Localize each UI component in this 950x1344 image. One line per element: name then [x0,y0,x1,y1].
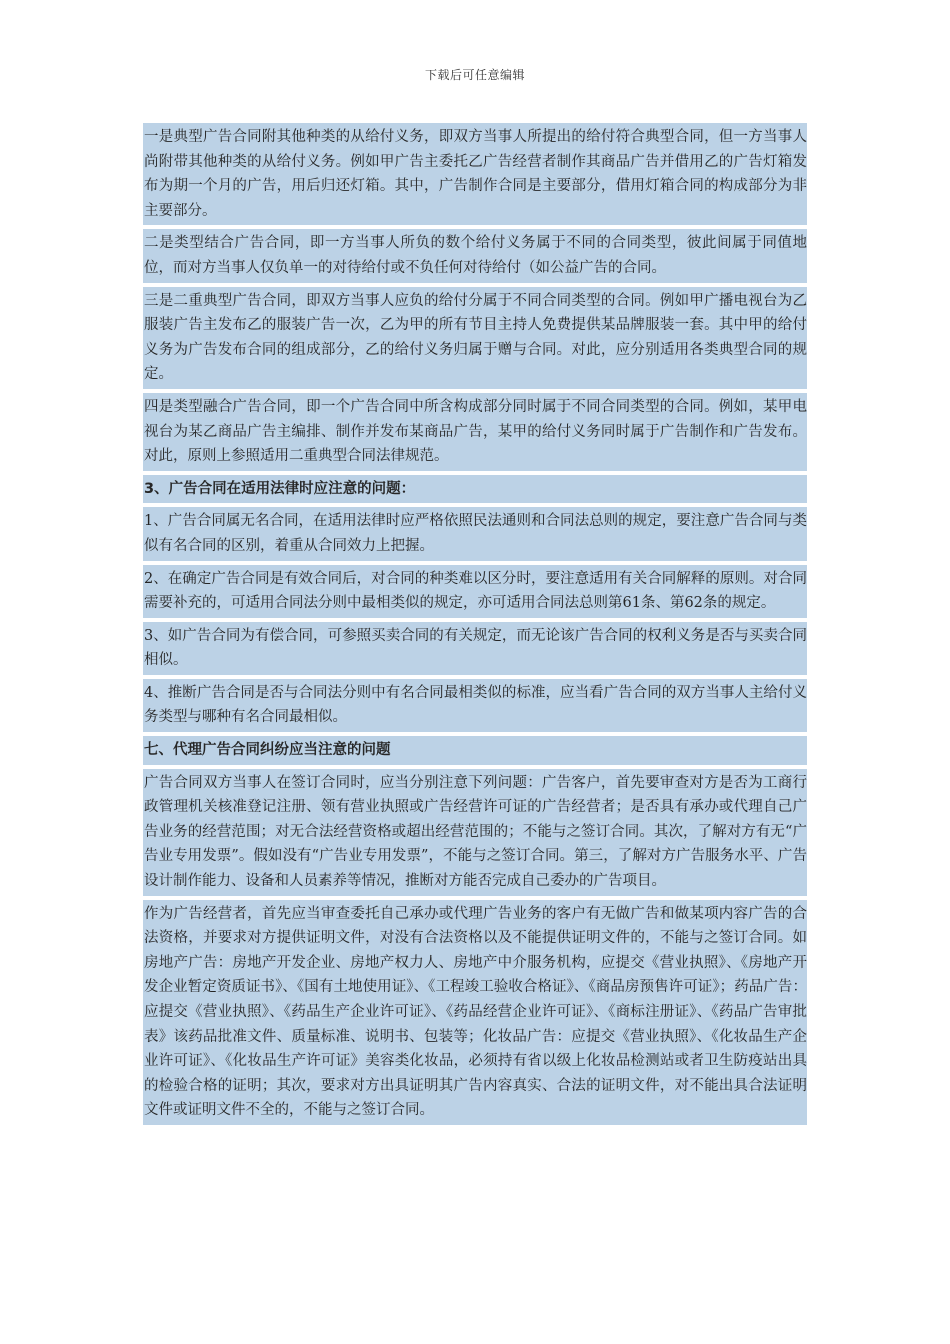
section-heading: 七、代理广告合同纠纷应当注意的问题 [143,736,807,765]
paragraph: 广告合同双方当事人在签订合同时，应当分别注意下列问题：广告客户，首先要审查对方是否为工商行政管理机关核准登记注册、领有营业执照或广告经营许可证的广告经营者；是否具有承办或代理自己广告业务的经营范围；对无合法经营资格或超出经营范围的；不能与之签订合同。其次，了解对方有无“广告业专用发票”。假如没有“广告业专用发票”，不能与之签订合同。第三，了解对方广告服务水平、广告设计制作能力、设备和人员素养等情况，推断对方能否完成自己委办的广告项目。 [143,769,807,896]
paragraph: 三是二重典型广告合同，即双方当事人应负的给付分属于不同合同类型的合同。例如甲广播电视台为乙服装广告主发布乙的服装广告一次，乙为甲的所有节目主持人免费提供某品牌服装一套。其中甲的给付义务为广告发布合同的组成部分，乙的给付义务归属于赠与合同。对此，应分别适用各类典型合同的规定。 [143,287,807,389]
paragraph: 2、在确定广告合同是有效合同后，对合同的种类难以区分时，要注意适用有关合同解释的原则。对合同需要补充的，可适用合同法分则中最相类似的规定，亦可适用合同法总则第61条、第62条的规定。 [143,565,807,618]
paragraph: 一是典型广告合同附其他种类的从给付义务，即双方当事人所提出的给付符合典型合同，但一方当事人尚附带其他种类的从给付义务。例如甲广告主委托乙广告经营者制作其商品广告并借用乙的广告灯箱发布为期一个月的广告，用后归还灯箱。其中，广告制作合同是主要部分，借用灯箱合同的构成部分为非主要部分。 [143,123,807,225]
paragraph: 4、推断广告合同是否与合同法分则中有名合同最相类似的标准，应当看广告合同的双方当事人主给付义务类型与哪种有名合同最相似。 [143,679,807,732]
page-header: 下载后可任意编辑 [424,68,525,82]
paragraph: 四是类型融合广告合同，即一个广告合同中所含构成部分同时属于不同合同类型的合同。例如，某甲电视台为某乙商品广告主编排、制作并发布某商品广告，某甲的给付义务同时属于广告制作和广告发布。对此，原则上参照适用二重典型合同法律规范。 [143,393,807,471]
document-body [143,123,807,1129]
paragraph: 1、广告合同属无名合同，在适用法律时应严格依照民法通则和合同法总则的规定，要注意广告合同与类似有名合同的区别，着重从合同效力上把握。 [143,507,807,560]
paragraph: 作为广告经营者，首先应当审查委托自己承办或代理广告业务的客户有无做广告和做某项内容广告的合法资格，并要求对方提供证明文件，对没有合法资格以及不能提供证明文件的，不能与之签订合同。如房地产广告：房地产开发企业、房地产权力人、房地产中介服务机构，应提交《营业执照》、《房地产开发企业暂定资质证书》、《国有土地使用证》、《工程竣工验收合格证》、《商品房预售许可证》；药品广告：应提交《营业执照》、《药品生产企业许可证》、《药品经营企业许可证》、《商标注册证》、《药品广告审批表》该药品批准文件、质量标准、说明书、包装等；化妆品广告：应提交《营业执照》、《化妆品生产企业许可证》、《化妆品生产许可证》美容类化妆品，必须持有省以级上化妆品检测站或者卫生防疫站出具的检验合格的证明；其次，要求对方出具证明其广告内容真实、合法的证明文件，对不能出具合法证明文件或证明文件不全的，不能与之签订合同。 [143,900,807,1125]
paragraph: 二是类型结合广告合同，即一方当事人所负的数个给付义务属于不同的合同类型，彼此间属于同值地位，而对方当事人仅负单一的对待给付或不负任何对待给付（如公益广告的合同。 [143,229,807,282]
paragraph: 3、如广告合同为有偿合同，可参照买卖合同的有关规定，而无论该广告合同的权利义务是否与买卖合同相似。 [143,622,807,675]
section-heading: 3、广告合同在适用法律时应注意的问题： [143,475,807,504]
